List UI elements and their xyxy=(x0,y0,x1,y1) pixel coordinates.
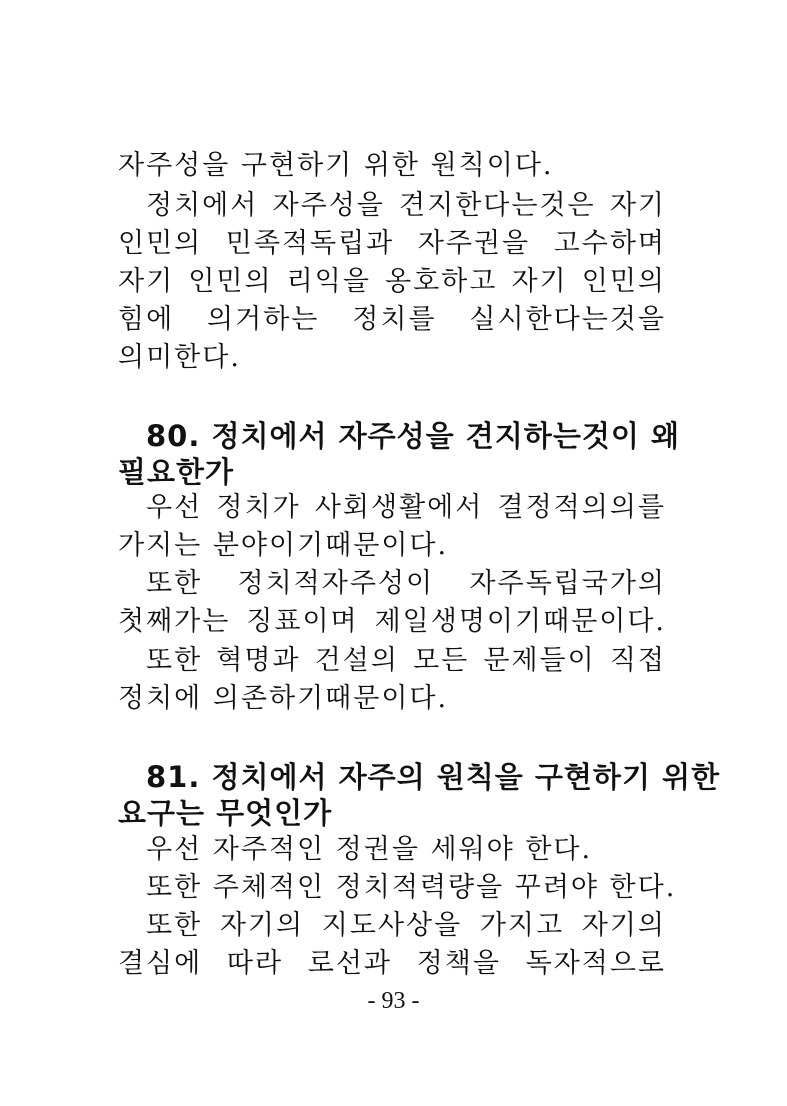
body-text-line: 또한 주체적인 정치적력량을 꾸려야 한다. xyxy=(146,872,677,903)
question-80-title: 80. 정치에서 자주성을 견지하는것이 왜 xyxy=(146,419,680,453)
body-text-line: 자기 인민의 리익을 옹호하고 자기 인민의 xyxy=(118,266,666,297)
body-text-line: 정치에 의존하기때문이다. xyxy=(118,683,449,714)
body-text-line: 자주성을 구현하기 위한 원칙이다. xyxy=(118,150,554,181)
question-81-title: 81. 정치에서 자주의 원칙을 구현하기 위한 xyxy=(146,760,721,794)
body-text-line: 첫째가는 징표이며 제일생명이기때문이다. xyxy=(118,606,666,637)
question-80-title-cont: 필요한가 xyxy=(118,455,235,489)
body-text-line: 또한 혁명과 건설의 모든 문제들이 직접 xyxy=(146,645,666,676)
body-text-line: 우선 정치가 사회생활에서 결정적의의를 xyxy=(146,492,666,523)
body-text-line: 인민의 민족적독립과 자주권을 고수하며 xyxy=(118,228,666,259)
body-text-line: 의미한다. xyxy=(118,342,241,373)
body-text-line: 우선 자주적인 정권을 세워야 한다. xyxy=(146,834,593,865)
body-text-line: 결심에 따라 로선과 정책을 독자적으로 xyxy=(118,948,666,979)
body-text-line: 또한 자기의 지도사상을 가지고 자기의 xyxy=(146,910,666,941)
body-text-line: 힘에 의거하는 정치를 실시한다는것을 xyxy=(118,304,666,335)
body-text-line: 정치에서 자주성을 견지한다는것은 자기 xyxy=(146,190,666,221)
body-text-line: 또한 정치적자주성이 자주독립국가의 xyxy=(146,568,666,599)
body-text-line: 가지는 분야이기때문이다. xyxy=(118,530,449,561)
question-81-title-cont: 요구는 무엇인가 xyxy=(118,796,333,830)
page-number: - 93 - xyxy=(367,988,420,1014)
